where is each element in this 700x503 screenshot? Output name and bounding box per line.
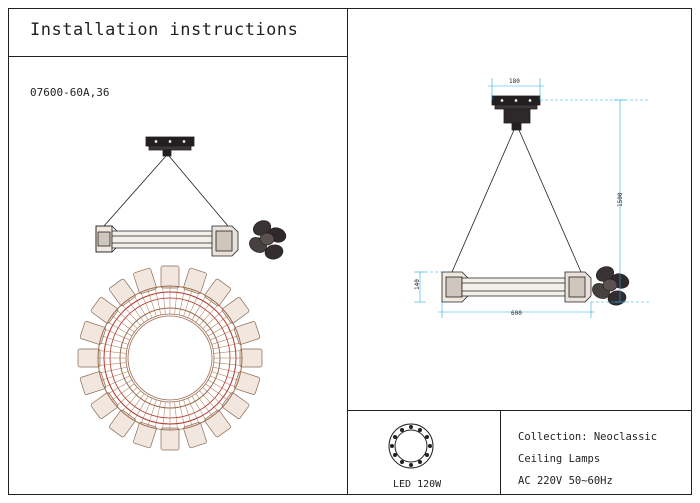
legend-power-label: LED 120W bbox=[393, 479, 442, 490]
left-top-view-ring bbox=[78, 266, 262, 450]
model-code: 07600-60A,36 bbox=[30, 86, 110, 99]
dimension-label-drop-height: 1500 bbox=[617, 192, 624, 207]
dimension-label-body-height: 140 bbox=[414, 279, 421, 290]
page-title: Installation instructions bbox=[30, 20, 299, 40]
legend-ring-icon bbox=[389, 424, 433, 468]
legend-spec-list bbox=[518, 426, 657, 492]
left-perspective-view bbox=[96, 137, 288, 261]
spec-line-voltage: AC 220V 50~60Hz bbox=[518, 475, 613, 487]
dimension-label-fixture-width: 600 bbox=[511, 310, 522, 317]
right-front-elevation bbox=[442, 96, 631, 307]
spec-line-collection: Collection: Neoclassic bbox=[518, 431, 658, 443]
dimension-label-canopy-width: 180 bbox=[509, 78, 520, 85]
spec-line-category: Ceiling Lamps bbox=[518, 453, 601, 465]
